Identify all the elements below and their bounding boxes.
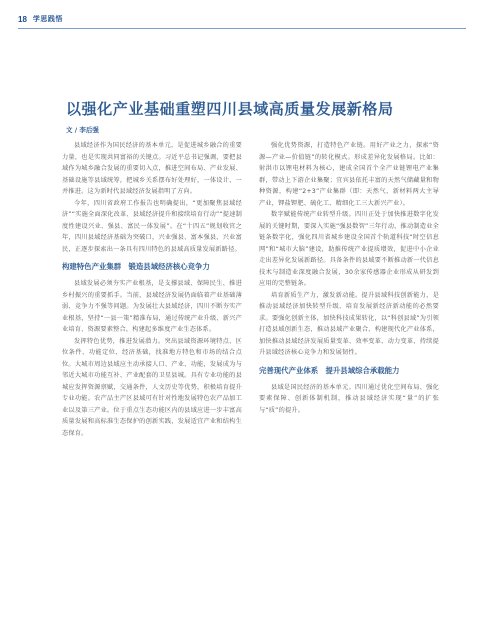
paragraph: 发挥特色优势，推进发展潜力。突出县域资源环境特点、区位条件、功能定位、经济基础，找准地方特色和市场的结合点位。大城市周边县域应主动承接人口、产业、功能，发展成为与邻近大城市功能互补、产业配套的卫星县城。具有专业功能的县城应发挥资源禀赋，交通条件，人文历史等优势，积极培育提升专业功能。农产品主产区县域可有针对性地发展特色农产品加工业以及第三产业。位于重点生态功能区内的县域应进一步丰富高质量发展和高标准生态保护的创新实践，发展适宜产业和结构生态保育。 <box>62 337 242 437</box>
paragraph: 县域经济作为国民经济的基本单元，是促进城乡融合的重要力量，也是实现共同富裕的关键点。习近平总书记强调，要把县域作为城乡融合发展的重要切入点，推进空间布局、产业发展、基础设施等县域统筹，把城乡关系摆布好处理好，一体设计、一并推进。这为新时代县域经济发展指明了方向。 <box>62 142 242 195</box>
left-column <box>62 140 242 439</box>
paragraph: 今年，四川省政府工作报告也明确提出，“更加聚焦县域经济”“实施全面深化改革、县域经济提升和接续培育行动”“提速制度性建设兴业、强县、富民一体发展”。在“十四五”规划收官之年，四川县域经济基础为突破口，兴业强县、富本强县、兴业富民，正逐步探索出一条具有四川特色的县域高质量发展新路径。 <box>62 199 242 253</box>
article-byline: 文 / 李后强 <box>66 126 99 134</box>
paragraph: 培育新质生产力，激发新动能。提升县域科技创新能力，是推动县域经济加快转型升级、培育发展新经济新动能的必然要求。要强化创新主体，加快科技成果转化，以“科创县域”为引领打造县域创新生态，推动县域产业聚合、构建现代化产业体系，加快推动县域经济发展质量变革、效率变革、动力变革，持续提升县域经济核心竞争力和发展韧性。 <box>259 291 439 356</box>
section-heading: 完善现代产业体系 提升县域综合承载能力 <box>259 365 400 375</box>
section-heading: 构建特色产业集群 锻造县域经济核心竞争力 <box>62 262 210 271</box>
paragraph: 县域是国民经济的基本单元。四川通过优化空间布局、强化要素保障、创新体制机制，推动县域经济实现“量”的扩张与“质”的提升。 <box>259 383 439 414</box>
header-divider <box>18 28 466 29</box>
article-title: 以强化产业基础重塑四川县域高质量发展新格局 <box>66 100 394 118</box>
paragraph: 数字赋能传统产业转型升级。四川正处于加快推进数字化发展的关键时期，要深入实施“强县数智”三年行动，推动制造业全链条数字化，强化四川省城乡建设全国首个轨道科技“时空信息网”和“城市大脑”建设，助推传统产业提质增效，促进中小企业走出差异化发展新路径。具备条件的县域要不断推动新一代信息技术与制造业深度融合发展，30余家传感器企业形成从研发到应用的完整链条。 <box>259 211 439 287</box>
page-header <box>18 13 63 25</box>
column-name: 学思践悟 <box>32 15 63 23</box>
paragraph: 强化优势资源，打造特色产业链。用好产业之力，探索“资源—产业—价值链”的转化模式。形成差异化发展格局。比如：射洪市以锂电材料为核心，建成全国首个全产业链锂电产业集群，带动上下游企业集聚；宜宾县依托丰富的天然气储藏量和物种资源，构建“2+3”产业集群（即：天然气、新材料两大主导产业，钾盐钾肥、硫化工、精细化工三大新兴产业）。 <box>259 142 439 207</box>
right-column <box>259 140 439 416</box>
paragraph: 县域发展必须夯实产业根基，是支撑县域、保障民生、推进乡村振兴的重要抓手。当前，县域经济发展仍面临着产业基础薄弱、竞争力不强等问题。为发展壮大县域经济，四川不断夯实产业根基，坚持“一县一策”精准布局，通过传统产业升级、新兴产业培育、资源要素整合，构建起多维度产业生态体系。 <box>62 280 242 333</box>
page-number: 18 <box>18 14 27 24</box>
